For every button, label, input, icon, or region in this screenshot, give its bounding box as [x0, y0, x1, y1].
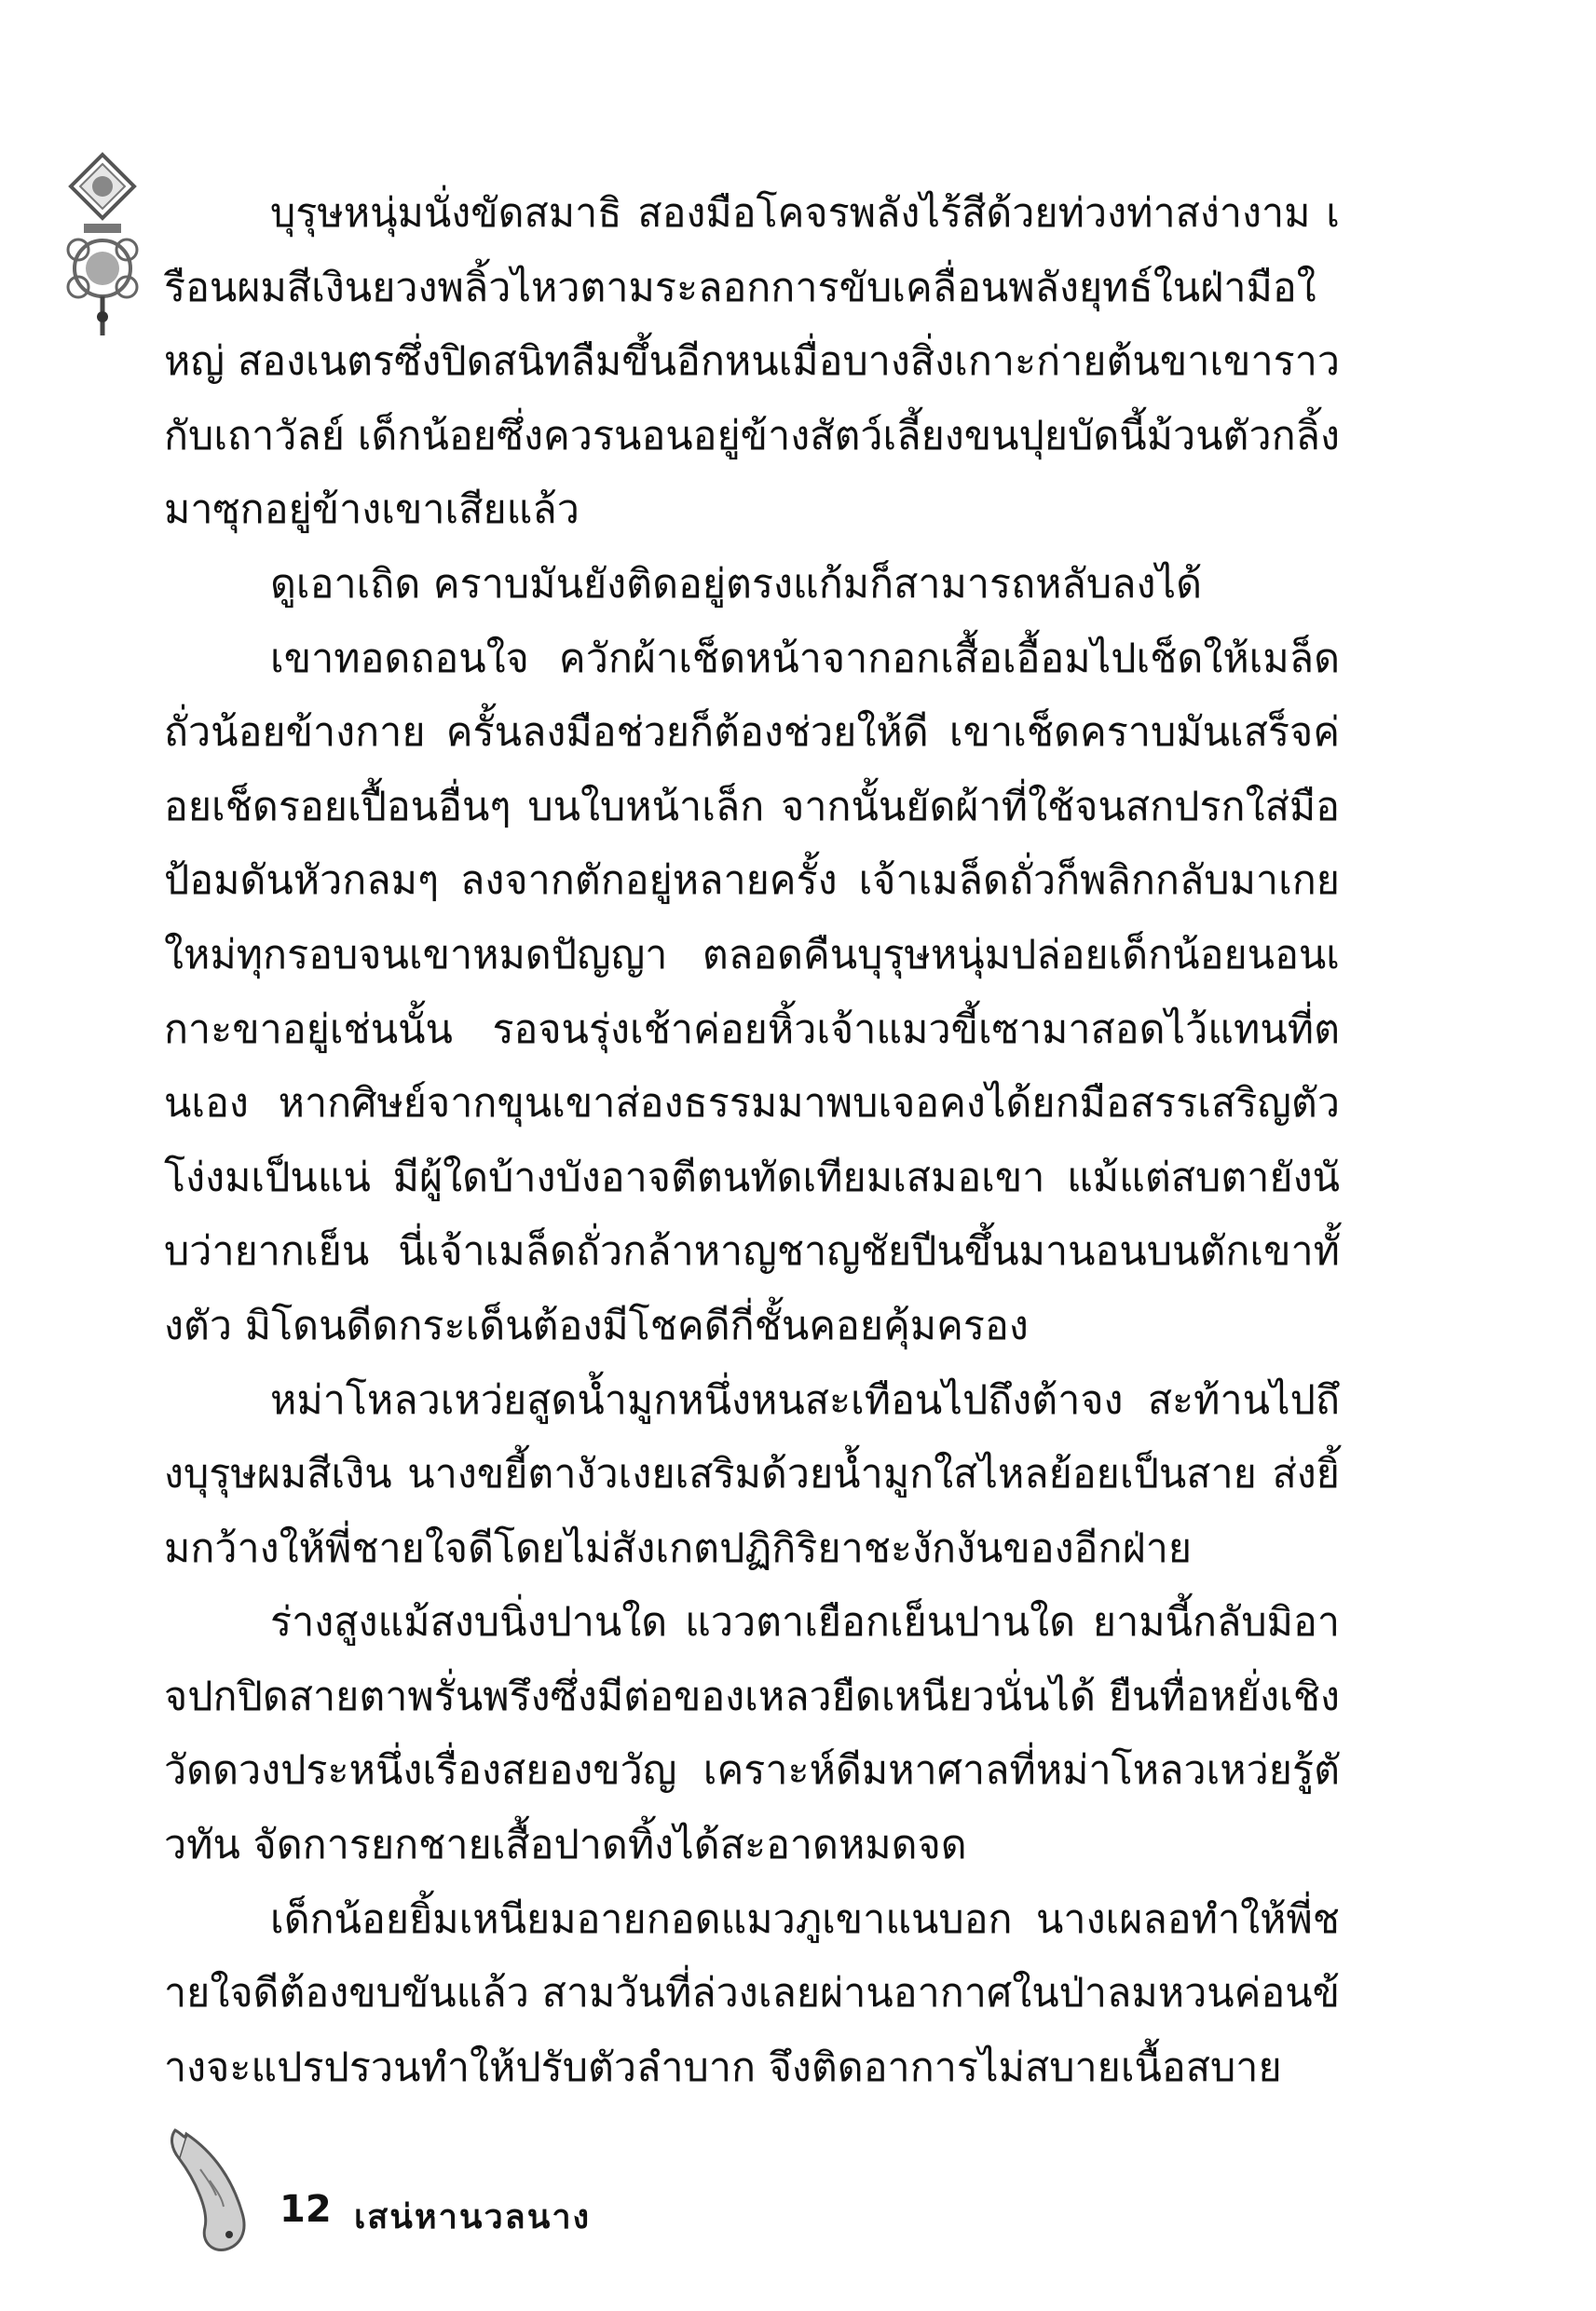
paragraph-3: เขาทอดถอนใจ ควักผ้าเช็ดหน้าจากอกเสื้อเอื้อมไปเช็ดให้เมล็ดถั่วน้อยข้างกาย ครั้นลงมือช่วยก็ต้องช่วยให้ดี เขาเช็ดคราบมันเสร็จค่อยเช็ดรอยเปื้อนอื่นๆ บนใบหน้าเล็ก จากนั้นยัดผ้าที่ใช้จนสกปรกใส่มือป้อมดันหัวกลมๆ ลงจากตักอยู่หลายครั้ง เจ้าเมล็ดถั่วก็พลิกกลับมาเกยใหม่ทุกรอบจนเขาหมดปัญญา ตลอดคืนบุรุษหนุ่มปล่อยเด็กน้อยนอนเกาะขาอยู่เช่นนั้น รอจนรุ่งเช้าค่อยหิ้วเจ้าแมวขี้เซามาสอดไว้แทนที่ตนเอง หากศิษย์จากขุนเขาส่องธรรมมาพบเจอคงได้ยกมือสรรเสริญตัวโง่งมเป็นแน่ มีผู้ใดบ้างบังอาจตีตนทัดเทียมเสมอเขา แม้แต่สบตายังนับว่ายากเย็น นี่เจ้าเมล็ดถั่วกล้าหาญชาญชัยปีนขึ้นมานอนบนตักเขาทั้งตัว มิโดนดีดกระเด็นต้องมีโชคดีกี่ชั้นคอยคุ้มครอง: [164, 635, 1340, 1349]
paragraph-5: ร่างสูงแม้สงบนิ่งปานใด แววตาเยือกเย็นปานใด ยามนี้กลับมิอาจปกปิดสายตาพรั่นพรึงซึ่งมีต่อของเหลวยืดเหนียวนั่นได้ ยืนทื่อหยั่งเชิงวัดดวงประหนึ่งเรื่องสยองขวัญ เคราะห์ดีมหาศาลที่หม่าโหลวเหว่ยรู้ตัวทัน จัดการยกชายเสื้อปาดทิ้งได้สะอาดหมดจด: [164, 1599, 1340, 1869]
paragraph-2: ดูเอาเถิด คราบมันยังติดอยู่ตรงแก้มก็สามารถหลับลงได้: [270, 560, 1203, 608]
ornament-emblem-icon: [60, 149, 145, 345]
koi-fish-icon: [168, 2125, 272, 2255]
paragraph-4: หม่าโหลวเหว่ยสูดน้ำมูกหนึ่งหนสะเทือนไปถึงต้าจง สะท้านไปถึงบุรุษผมสีเงิน นางขยี้ตางัวเงยเสริมด้วยน้ำมูกใสไหลย้อยเป็นสาย ส่งยิ้มกว้างให้พี่ชายใจดีโดยไม่สังเกตปฏิกิริยาชะงักงันของอีกฝ่าย: [164, 1376, 1340, 1572]
paragraph-1: บุรุษหนุ่มนั่งขัดสมาธิ สองมือโคจรพลังไร้สีด้วยท่วงท่าสง่างาม เรือนผมสีเงินยวงพลิ้วไหวตามระลอกการขับเคลื่อนพลังยุทธ์ในฝ่ามือใหญ่ สองเนตรซึ่งปิดสนิทลืมขึ้นอีกหนเมื่อบางสิ่งเกาะก่ายต้นขาเขาราวกับเถาวัลย์ เด็กน้อยซึ่งควรนอนอยู่ข้างสัตว์เลี้ยงขนปุยบัดนี้ม้วนตัวกลิ้งมาซุกอยู่ข้างเขาเสียแล้ว: [164, 190, 1340, 534]
book-title: เสน่หานวลนาง: [354, 2198, 592, 2236]
body-text: [164, 177, 1340, 2105]
page-number: 12: [280, 2188, 332, 2231]
page-footer: [168, 2125, 839, 2255]
paragraph-6: เด็กน้อยยิ้มเหนียมอายกอดแมวภูเขาแนบอก นางเผลอทำให้พี่ชายใจดีต้องขบขันแล้ว สามวันที่ล่วงเลยผ่านอากาศในป่าลมหวนค่อนข้างจะแปรปรวนทำให้ปรับตัวลำบาก จึงติดอาการไม่สบายเนื้อสบาย: [164, 1895, 1340, 2091]
